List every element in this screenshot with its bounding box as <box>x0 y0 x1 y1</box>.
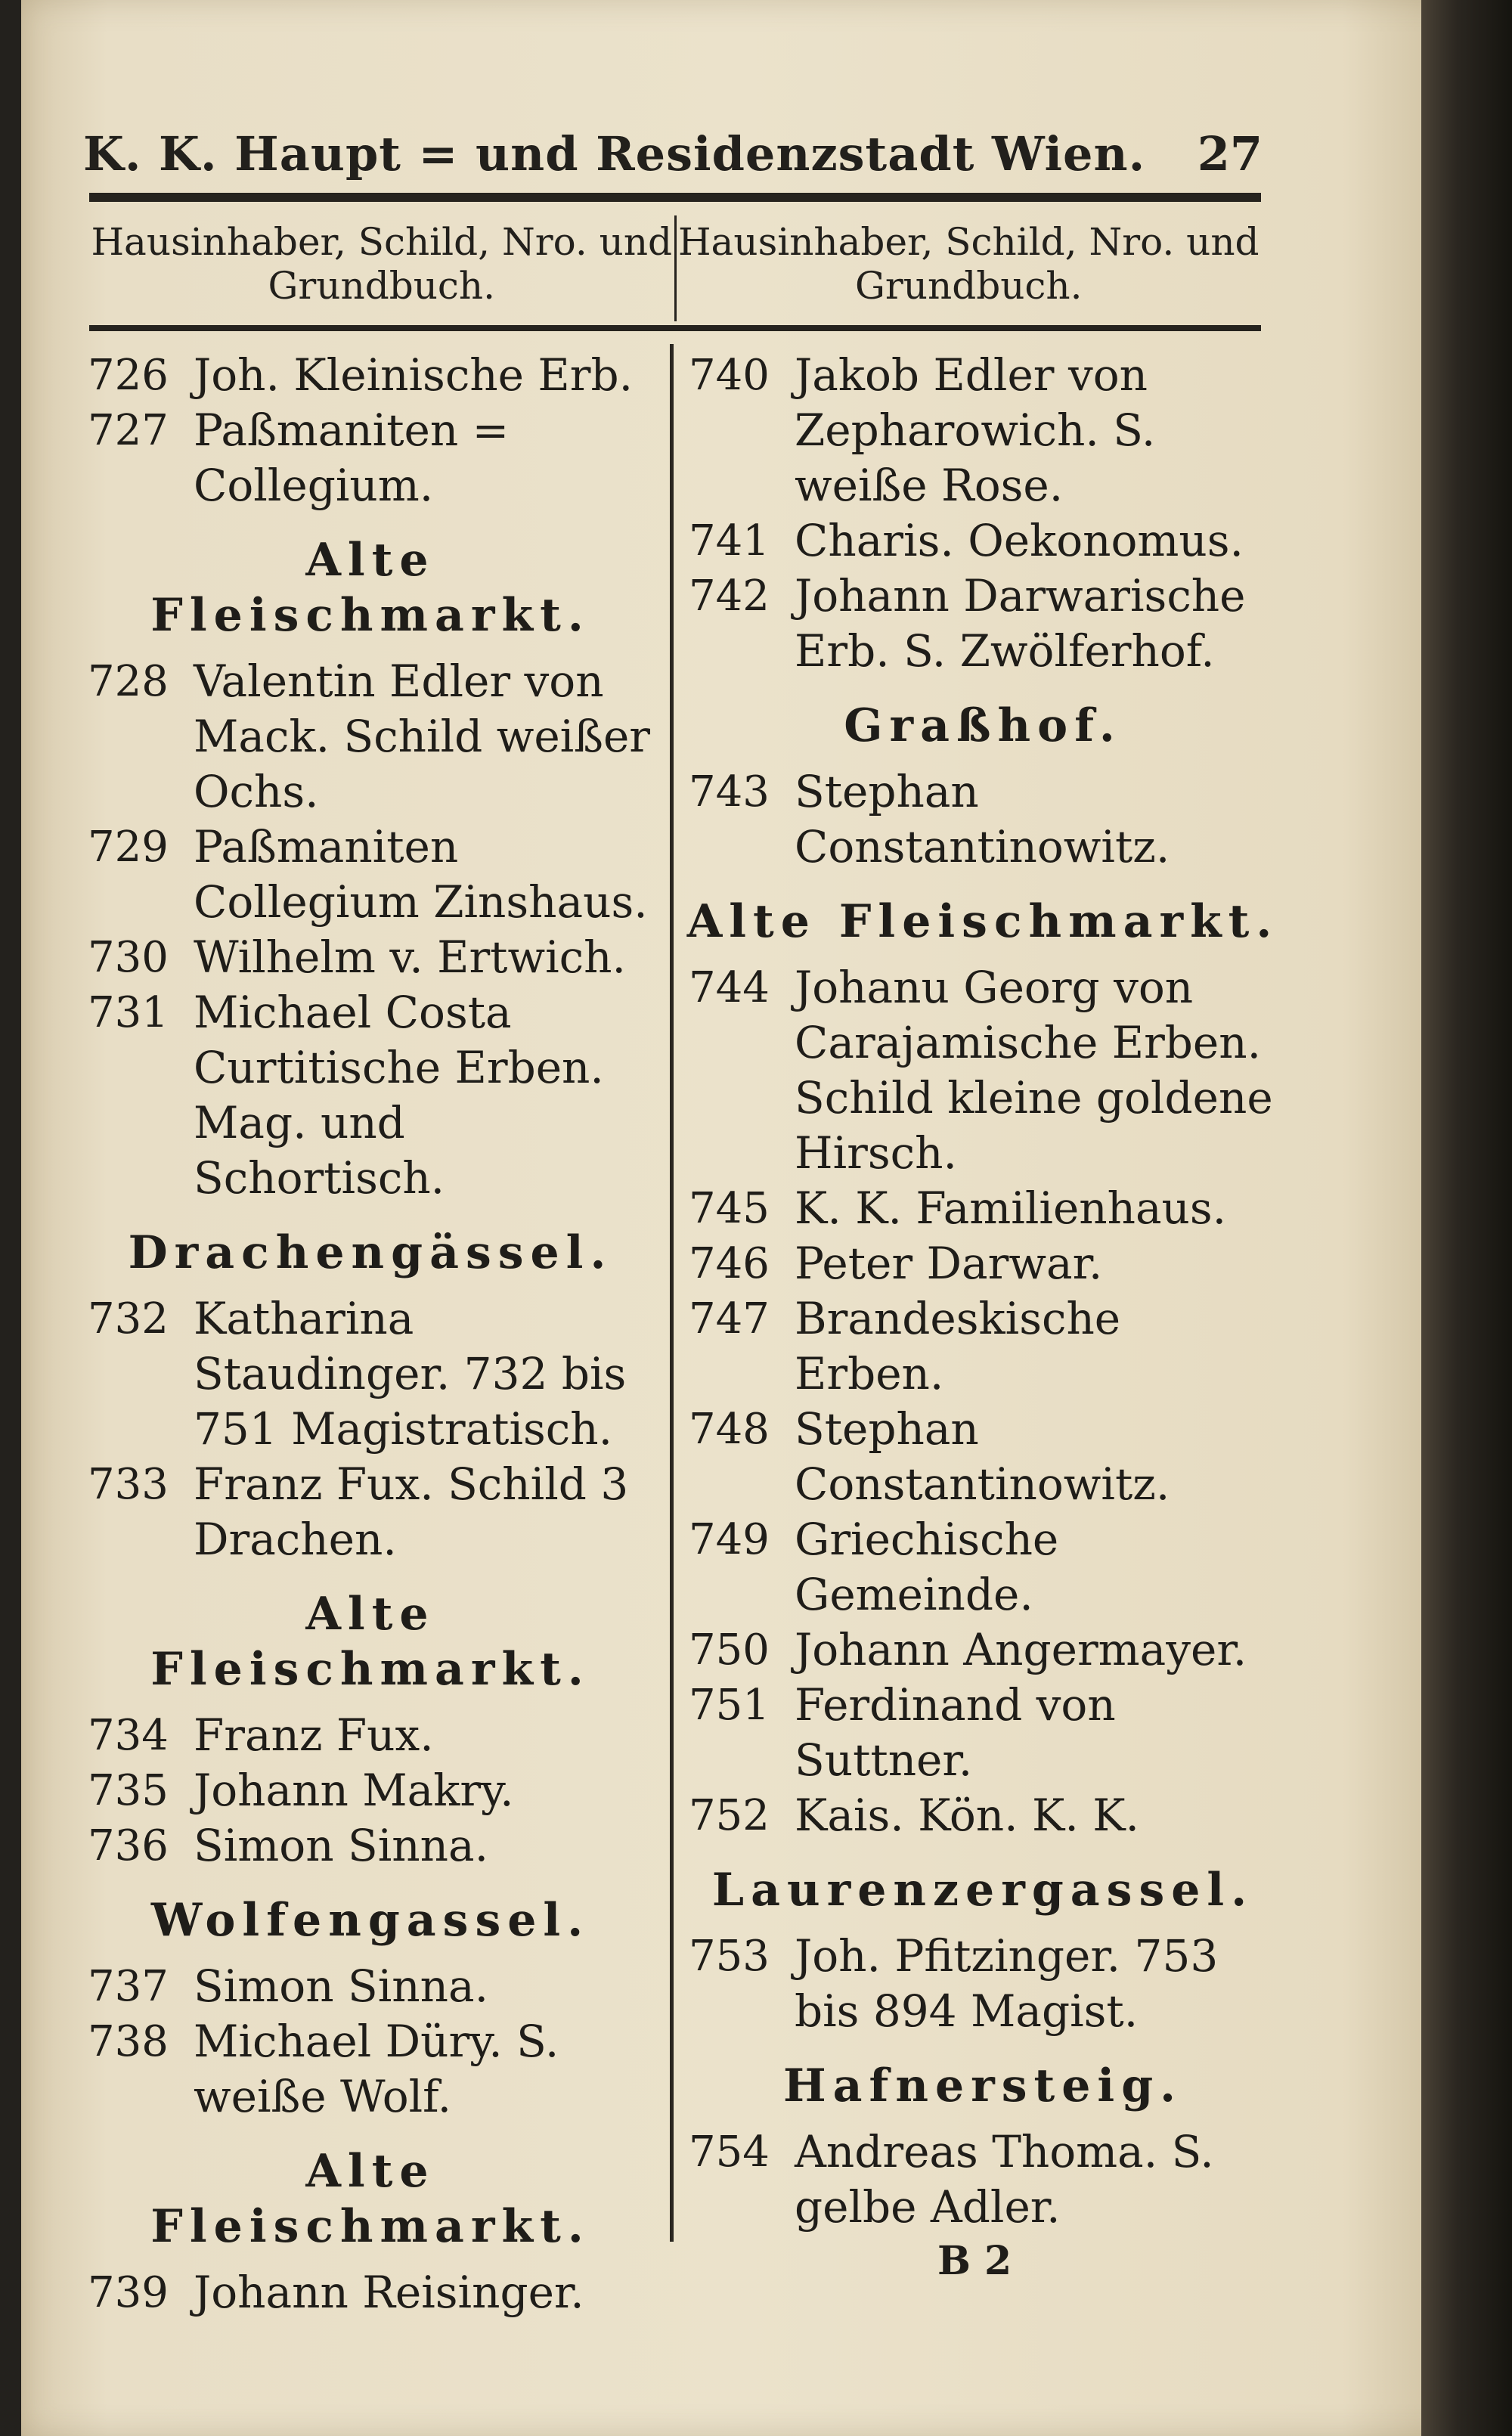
running-header <box>83 98 1263 181</box>
street-heading: Alte Fleischmarkt. <box>686 895 1279 948</box>
house-number: 743 <box>689 767 770 817</box>
house-owner: Charis. Oekonomus. <box>795 515 1244 566</box>
house-owner: Michael Düry. S. weiße Wolf. <box>194 2016 559 2122</box>
house-owner: Johann Angermayer. <box>795 1624 1247 1675</box>
house-number: 745 <box>689 1184 770 1233</box>
house-entry <box>684 569 1281 679</box>
column-header-left: Hausinhaber, Schild, Nro. und Grundbuch. <box>89 215 677 321</box>
column-headers <box>89 215 1261 321</box>
house-owner: Franz Fux. Schild 3 Drachen. <box>194 1458 629 1565</box>
house-entry <box>684 2125 1281 2235</box>
house-owner: Paßmaniten Collegium Zinshaus. <box>194 821 648 928</box>
house-owner: Jakob Edler von Zepharowich. S. weiße Rose. <box>795 349 1156 511</box>
house-owner: Kais. Kön. K. K. <box>795 1790 1139 1841</box>
column-header-right: Hausinhaber, Schild, Nro. und Grundbuch. <box>677 220 1259 308</box>
house-entry <box>83 1763 658 1818</box>
house-entry <box>83 1708 658 1763</box>
house-entry <box>684 1788 1281 1843</box>
house-number: 750 <box>689 1626 770 1675</box>
house-owner: Franz Fux. <box>194 1709 434 1761</box>
house-owner: Paßmaniten = Collegium. <box>194 404 510 511</box>
signature-mark: B 2 <box>937 2238 1012 2284</box>
page-number: 27 <box>1197 126 1263 181</box>
house-number: 731 <box>88 988 169 1037</box>
house-entry <box>684 1929 1281 2039</box>
house-owner: Simon Sinna. <box>194 1820 488 1871</box>
house-number: 732 <box>88 1294 169 1344</box>
house-number: 727 <box>88 406 169 455</box>
house-owner: K. K. Familienhaus. <box>795 1182 1227 1234</box>
header-title: K. K. Haupt = und Residenzstadt Wien. <box>83 126 1146 181</box>
house-number: 739 <box>88 2268 169 2317</box>
house-number: 730 <box>88 933 169 982</box>
house-owner: Joh. Pfitzinger. 753 bis 894 Magist. <box>795 1930 1219 2037</box>
house-entry <box>684 960 1281 1181</box>
house-owner: Ferdinand von Suttner. <box>795 1679 1116 1786</box>
house-number: 751 <box>689 1681 770 1730</box>
house-entry <box>83 654 658 820</box>
house-owner: Johann Darwarische Erb. S. Zwölferhof. <box>795 570 1246 677</box>
book-spine <box>1421 0 1512 2436</box>
house-number: 741 <box>689 516 770 566</box>
street-heading: Wolfengassel. <box>150 1894 590 1947</box>
house-owner: Stephan Constantinowitz. <box>795 1403 1170 1510</box>
house-number: 728 <box>88 657 169 706</box>
house-owner: Brandeskische Erben. <box>795 1293 1121 1399</box>
house-entry <box>83 930 658 985</box>
street-heading: Alte Fleischmarkt. <box>150 2145 590 2253</box>
house-owner: Valentin Edler von Mack. Schild weißer Ochs. <box>194 655 651 817</box>
house-entry <box>83 1959 658 2014</box>
house-number: 744 <box>689 963 770 1012</box>
house-entry <box>684 348 1281 513</box>
house-number: 754 <box>689 2128 770 2177</box>
house-owner: Stephan Constantinowitz. <box>795 766 1170 872</box>
street-heading: Laurenzergassel. <box>711 1864 1254 1917</box>
street-heading: Graßhof. <box>844 699 1122 752</box>
house-number: 752 <box>689 1791 770 1840</box>
house-entry <box>684 1291 1281 1402</box>
house-entry <box>83 2014 658 2125</box>
house-owner: Johann Makry. <box>194 1765 514 1816</box>
house-number: 733 <box>88 1460 169 1509</box>
house-entry <box>684 513 1281 569</box>
house-owner: Wilhelm v. Ertwich. <box>194 931 626 983</box>
street-heading: Alte Fleischmarkt. <box>150 1588 590 1696</box>
street-heading: Hafnersteig. <box>782 2059 1183 2112</box>
house-owner: Johanu Georg von Carajamische Erben. Schild kleine goldene Hirsch. <box>795 962 1273 1179</box>
house-entry <box>83 403 658 513</box>
house-number: 735 <box>88 1766 169 1815</box>
house-owner: Andreas Thoma. S. gelbe Adler. <box>795 2126 1214 2233</box>
house-entry <box>83 348 658 403</box>
house-entry <box>684 1512 1281 1622</box>
house-entry <box>684 1236 1281 1291</box>
house-number: 736 <box>88 1821 169 1870</box>
house-owner: Peter Darwar. <box>795 1238 1103 1289</box>
house-entry <box>684 1622 1281 1678</box>
house-entry <box>684 1181 1281 1236</box>
street-heading: Drachengässel. <box>128 1226 613 1279</box>
house-number: 740 <box>689 351 770 400</box>
column-header-rule <box>89 325 1261 331</box>
house-owner: Katharina Staudinger. 732 bis 751 Magistratisch. <box>194 1293 627 1455</box>
house-number: 726 <box>88 351 169 400</box>
house-entry <box>83 1818 658 1873</box>
house-entry <box>83 1291 658 1457</box>
right-column <box>684 348 1281 2314</box>
column-divider <box>670 344 674 2242</box>
house-number: 734 <box>88 1711 169 1760</box>
house-owner: Griechische Gemeinde. <box>795 1514 1059 1620</box>
house-number: 742 <box>689 572 770 621</box>
house-number: 747 <box>689 1294 770 1344</box>
house-number: 748 <box>689 1405 770 1454</box>
house-entry <box>83 2265 658 2320</box>
house-entry <box>684 764 1281 875</box>
house-number: 746 <box>689 1239 770 1288</box>
header-rule <box>89 193 1261 202</box>
house-entry <box>83 985 658 1206</box>
house-number: 737 <box>88 1962 169 2011</box>
left-column <box>83 348 658 2318</box>
house-owner: Simon Sinna. <box>194 1960 488 2012</box>
house-number: 729 <box>88 823 169 872</box>
house-number: 753 <box>689 1932 770 1981</box>
house-entry <box>83 820 658 930</box>
house-number: 738 <box>88 2017 169 2066</box>
house-owner: Joh. Kleinische Erb. <box>194 349 634 401</box>
house-number: 749 <box>689 1515 770 1564</box>
house-owner: Michael Costa Curtitische Erben. Mag. und Schortisch. <box>194 987 604 1204</box>
street-heading: Alte Fleischmarkt. <box>150 534 590 642</box>
house-entry <box>684 1402 1281 1512</box>
house-entry <box>684 1678 1281 1788</box>
house-owner: Johann Reisinger. <box>194 2267 584 2318</box>
house-entry <box>83 1457 658 1567</box>
